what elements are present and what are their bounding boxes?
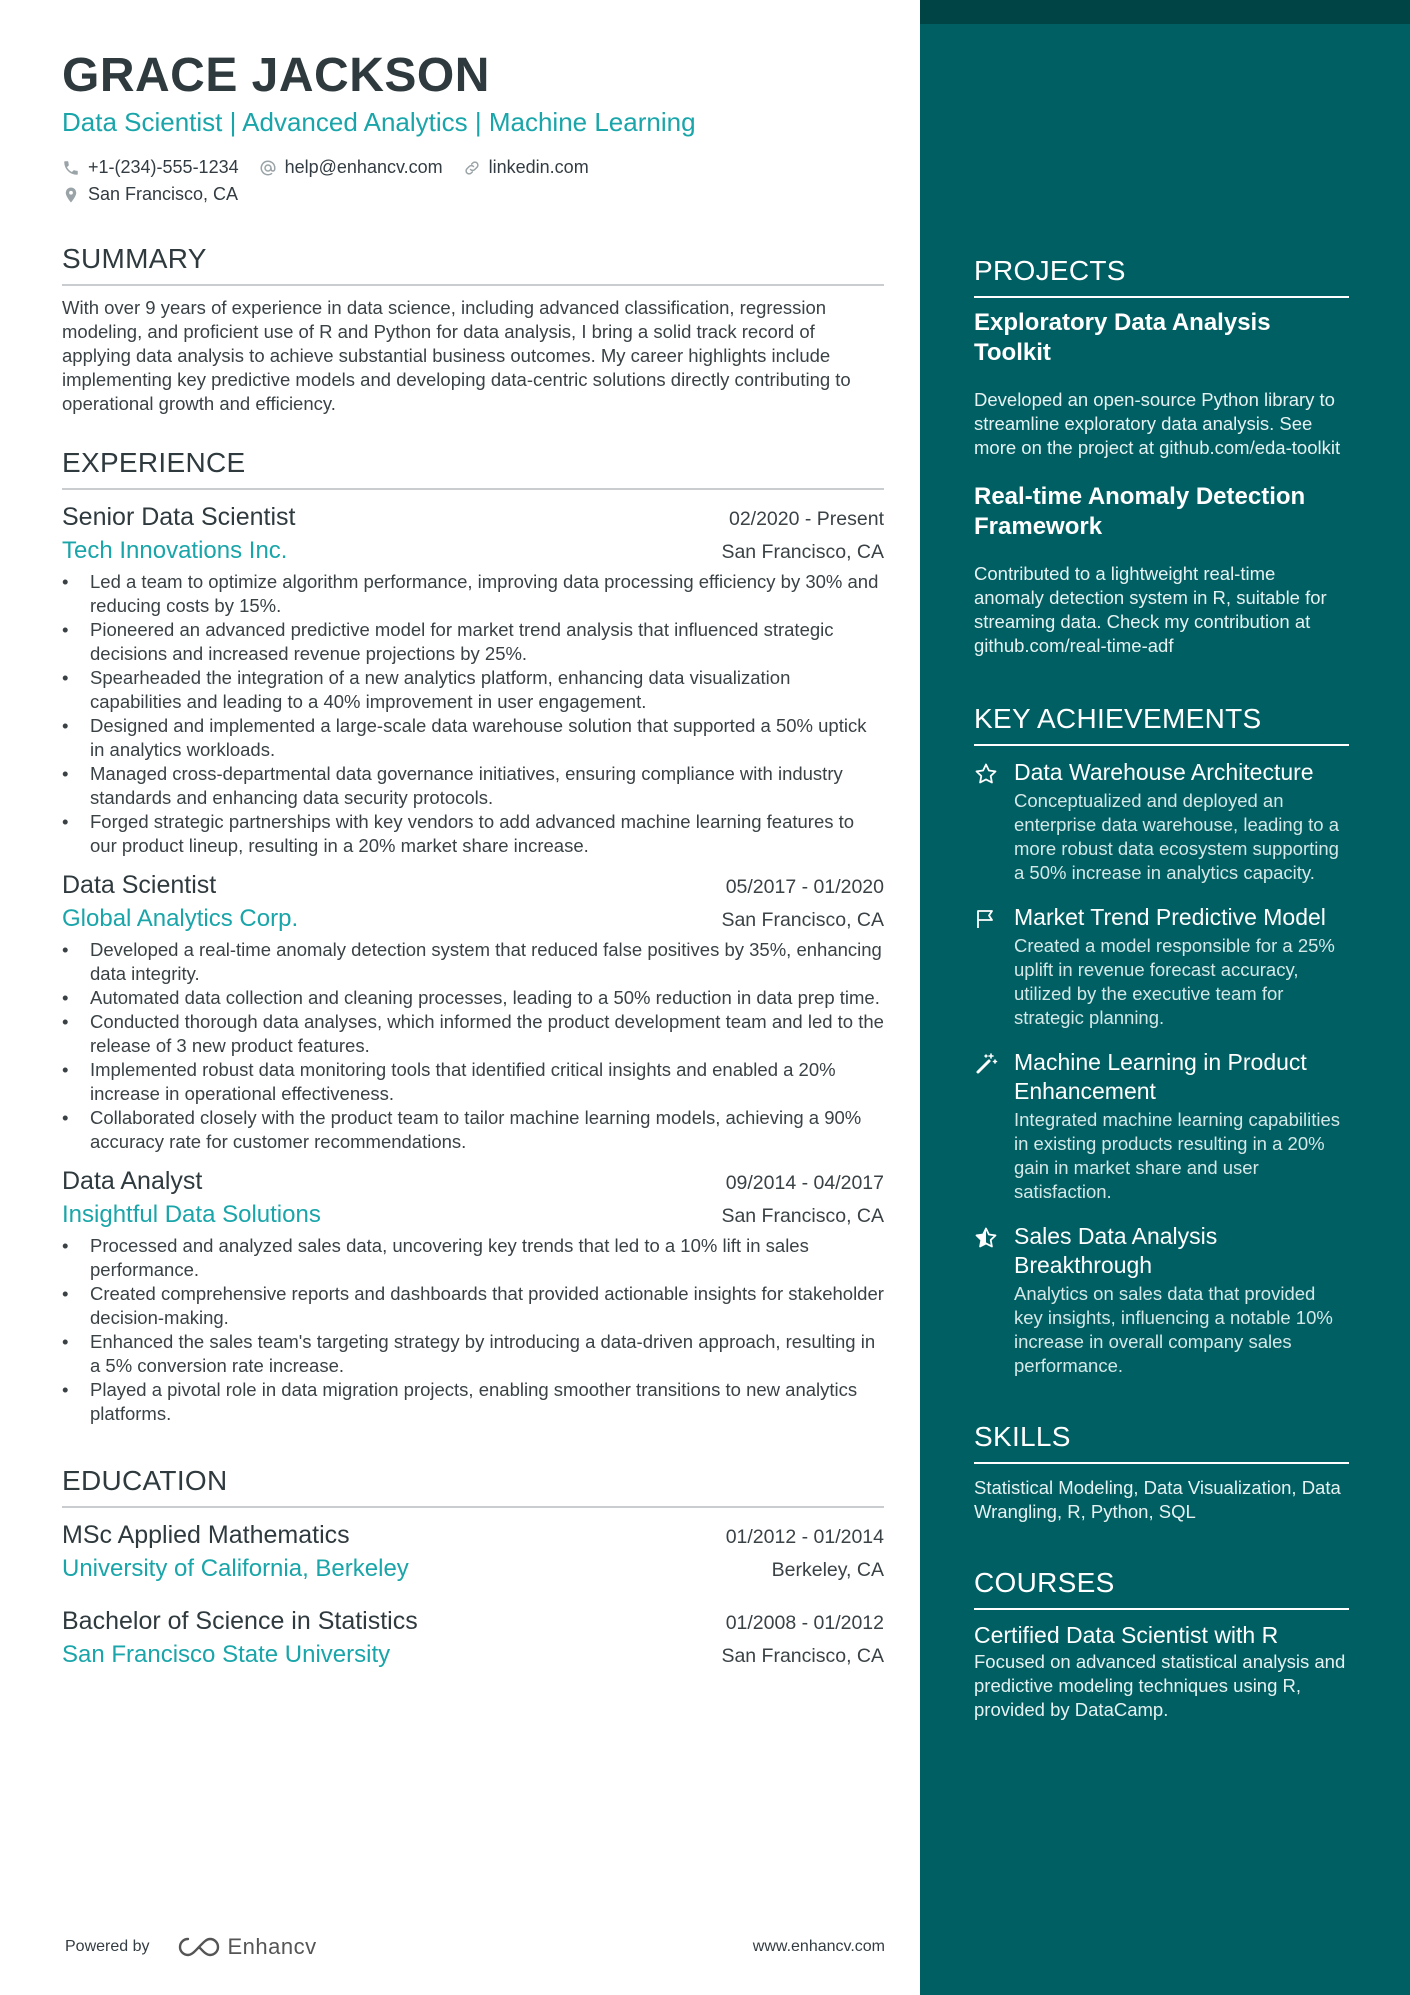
bullet-item: • Led a team to optimize algorithm performance, improving data processing efficiency by 30% and reducing costs by 15%. — [62, 570, 884, 618]
bullet-item: • Managed cross-departmental data governance initiatives, ensuring compliance with industry standards and enhancing data security protocols. — [62, 762, 884, 810]
achievement-title: Market Trend Predictive Model — [1014, 904, 1326, 930]
achievement-title: Data Warehouse Architecture — [1014, 759, 1314, 785]
achievement-item — [974, 1048, 1349, 1204]
footer — [65, 1927, 885, 1967]
summary-title: SUMMARY — [62, 242, 884, 286]
project-title: Real-time Anomaly Detection Framework — [974, 483, 1306, 540]
project-text: Contributed to a lightweight real-time anomaly detection system in R, suitable for streaming data. Check my contribution at github.com/real-time-adf — [974, 563, 1327, 656]
sidebar-top-band — [920, 0, 1410, 24]
sidebar — [920, 0, 1410, 1995]
school-name: University of California, Berkeley — [62, 1555, 409, 1582]
phone-icon — [62, 159, 80, 177]
bullet-item: • Spearheaded the integration of a new analytics platform, enhancing data visualization capabilities and leading to a 40% improvement in user engagement. — [62, 666, 884, 714]
phone-text: +1-(234)-555-1234 — [88, 157, 239, 177]
projects-section — [974, 254, 1349, 658]
bullet-item: • Enhanced the sales team's targeting strategy by introducing a data-driven approach, resulting in a 5% conversion rate increase. — [62, 1330, 884, 1378]
achievements-section — [974, 702, 1349, 1378]
skills-section — [974, 1420, 1349, 1524]
linkedin-text: linkedin.com — [488, 157, 589, 177]
summary-text: With over 9 years of experience in data science, including advanced classification, regression modeling, and proficient use of R and Python for data analysis, I bring a solid track record of applying data analysis to achieve substantial business outcomes. My career highlights include implementing key predictive models and developing data-centric solutions directly contributing to operational growth and efficiency. — [62, 297, 851, 414]
education-entry — [62, 1518, 884, 1586]
projects-title: PROJECTS — [974, 254, 1349, 298]
degree: MSc Applied Mathematics — [62, 1521, 350, 1549]
education-section — [62, 1464, 884, 1672]
bullet-item: • Developed a real-time anomaly detection system that reduced false positives by 35%, enhancing data integrity. — [62, 938, 884, 986]
bullet-item: • Collaborated closely with the product team to tailor machine learning models, achieving a 90% accuracy rate for customer recommendations. — [62, 1106, 884, 1154]
bullet-item: • Automated data collection and cleaning processes, leading to a 50% reduction in data prep time. — [62, 986, 884, 1010]
flag-icon — [974, 907, 998, 931]
job-date: 09/2014 - 04/2017 — [725, 1172, 884, 1194]
skills-title: SKILLS — [974, 1420, 1349, 1464]
education-date: 01/2008 - 01/2012 — [725, 1612, 884, 1634]
job-entry — [62, 500, 884, 858]
at-icon — [259, 159, 277, 177]
achievement-title: Machine Learning in Product Enhancement — [1014, 1049, 1307, 1104]
company-name: Tech Innovations Inc. — [62, 537, 288, 564]
job-location: San Francisco, CA — [721, 1205, 884, 1227]
job-title: Data Analyst — [62, 1167, 203, 1195]
school-location: Berkeley, CA — [771, 1559, 884, 1581]
achievement-item — [974, 903, 1349, 1030]
bullet-item: • Processed and analyzed sales data, uncovering key trends that led to a 10% lift in sales performance. — [62, 1234, 884, 1282]
candidate-name: GRACE JACKSON — [62, 49, 490, 102]
location-contact — [62, 184, 238, 205]
school-name: San Francisco State University — [62, 1641, 391, 1668]
achievements-title: KEY ACHIEVEMENTS — [974, 702, 1349, 746]
education-entry — [62, 1604, 884, 1672]
degree: Bachelor of Science in Statistics — [62, 1607, 418, 1635]
project-item — [974, 308, 1349, 460]
achievement-text: Conceptualized and deployed an enterprise data warehouse, leading to a more robust data ecosystem supporting a 50% increase in analytics capacity. — [1014, 790, 1339, 883]
achievement-text: Analytics on sales data that provided key insights, influencing a notable 10% increase in overall company sales performance. — [1014, 1283, 1333, 1376]
phone-contact[interactable] — [62, 157, 239, 178]
link-icon — [463, 159, 481, 177]
company-name: Insightful Data Solutions — [62, 1201, 321, 1228]
company-name: Global Analytics Corp. — [62, 905, 299, 932]
job-date: 05/2017 - 01/2020 — [725, 876, 884, 898]
courses-section — [974, 1566, 1349, 1722]
course-text: Focused on advanced statistical analysis and predictive modeling techniques using R, provided by DataCamp. — [974, 1651, 1346, 1720]
summary-section — [62, 242, 884, 416]
enhancv-logo-icon — [176, 1935, 222, 1959]
achievement-title: Sales Data Analysis Breakthrough — [1014, 1223, 1218, 1278]
achievement-text: Created a model responsible for a 25% uplift in revenue forecast accuracy, utilized by the executive team for strategic planning. — [1014, 935, 1335, 1028]
bullet-item: • Implemented robust data monitoring tools that identified critical insights and enabled a 20% increase in operational effectiveness. — [62, 1058, 884, 1106]
main-column — [62, 44, 884, 1672]
achievement-item — [974, 1222, 1349, 1378]
project-title: Exploratory Data Analysis Toolkit — [974, 309, 1271, 366]
bullet-item: • Created comprehensive reports and dashboards that provided actionable insights for stakeholder decision-making. — [62, 1282, 884, 1330]
job-entry — [62, 1164, 884, 1426]
location-pin-icon — [62, 186, 80, 204]
email-text: help@enhancv.com — [284, 157, 443, 177]
experience-title: EXPERIENCE — [62, 446, 884, 490]
courses-title: COURSES — [974, 1566, 1349, 1610]
school-location: San Francisco, CA — [721, 1645, 884, 1667]
linkedin-contact[interactable] — [463, 157, 589, 178]
job-date: 02/2020 - Present — [728, 508, 884, 530]
contact-info — [62, 154, 884, 208]
course-title: Certified Data Scientist with R — [974, 1622, 1279, 1648]
powered-by-label: Powered by — [65, 1938, 150, 1955]
enhancv-logo[interactable] — [176, 1934, 317, 1960]
bullet-item: • Pioneered an advanced predictive model for market trend analysis that influenced strategic decisions and increased revenue projections by 25%. — [62, 618, 884, 666]
education-title: EDUCATION — [62, 1464, 884, 1508]
achievement-text: Integrated machine learning capabilities in existing products resulting in a 20% gain in market share and user satisfaction. — [1014, 1109, 1341, 1202]
job-bullets — [62, 570, 884, 858]
job-location: San Francisco, CA — [721, 909, 884, 931]
website-link[interactable]: www.enhancv.com — [752, 1938, 885, 1955]
headline: Data Scientist | Advanced Analytics | Machine Learning — [62, 107, 696, 137]
project-text: Developed an open-source Python library to streamline exploratory data analysis. See more on the project at github.com/eda-toolkit — [974, 389, 1341, 458]
bullet-item: • Played a pivotal role in data migration projects, enabling smoother transitions to new analytics platforms. — [62, 1378, 884, 1426]
location-text: San Francisco, CA — [88, 184, 239, 204]
sidebar-content — [974, 254, 1349, 1722]
star-icon — [974, 762, 998, 786]
bullet-item: • Designed and implemented a large-scale data warehouse solution that supported a 50% uptick in analytics workloads. — [62, 714, 884, 762]
skills-text: Statistical Modeling, Data Visualization, Data Wrangling, R, Python, SQL — [974, 1477, 1341, 1522]
job-entry — [62, 868, 884, 1154]
job-bullets — [62, 938, 884, 1154]
project-item — [974, 482, 1349, 658]
bullet-item: • Conducted thorough data analyses, which informed the product development team and led to the release of 3 new product features. — [62, 1010, 884, 1058]
experience-section — [62, 446, 884, 1426]
job-location: San Francisco, CA — [721, 541, 884, 563]
brand-name: Enhancv — [227, 1934, 317, 1959]
email-contact[interactable] — [259, 157, 443, 178]
achievement-item — [974, 758, 1349, 885]
job-title: Data Scientist — [62, 871, 217, 899]
half-star-icon — [974, 1226, 998, 1250]
bullet-item: • Forged strategic partnerships with key vendors to add advanced machine learning features to our product lineup, resulting in a 20% market share increase. — [62, 810, 884, 858]
education-date: 01/2012 - 01/2014 — [725, 1526, 884, 1548]
job-bullets — [62, 1234, 884, 1426]
job-title: Senior Data Scientist — [62, 503, 296, 531]
magic-wand-icon — [974, 1052, 998, 1076]
